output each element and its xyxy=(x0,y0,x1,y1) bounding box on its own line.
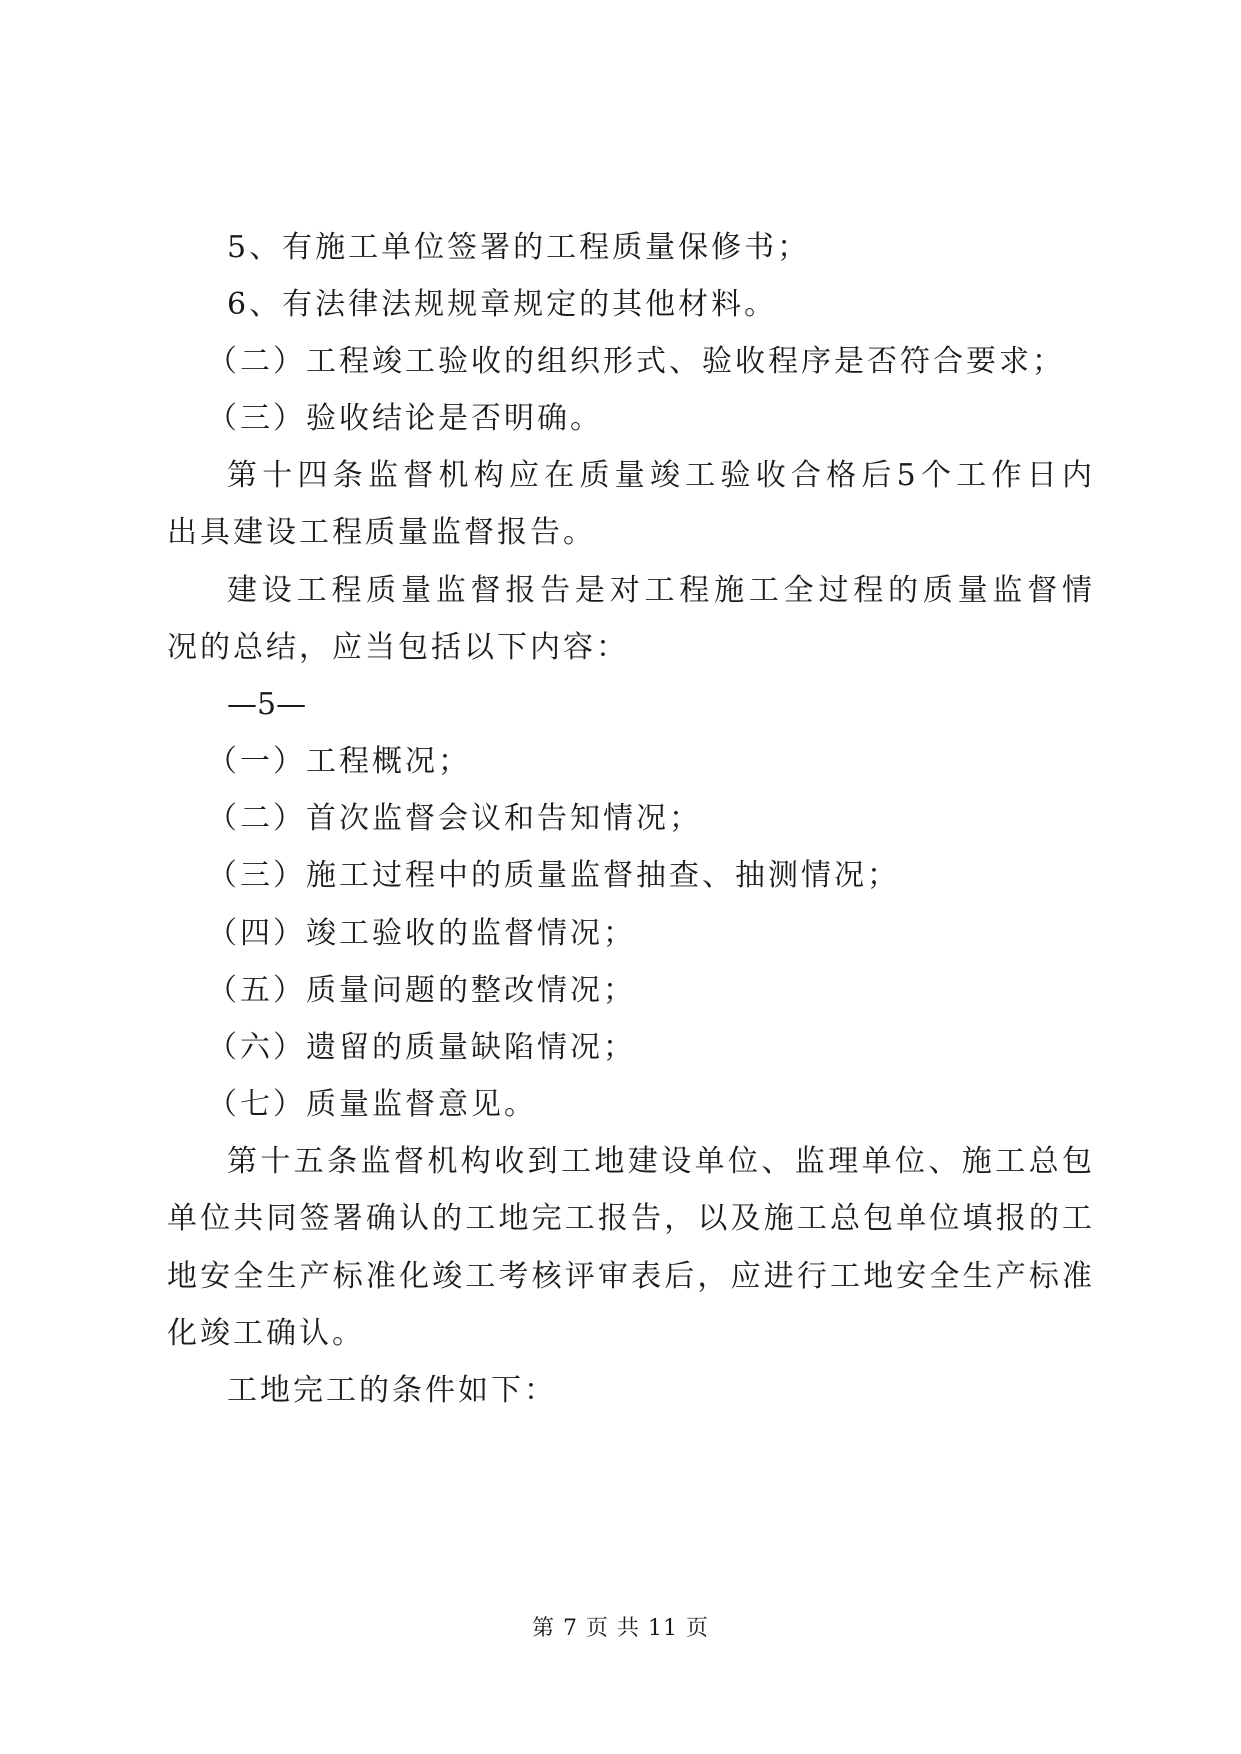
text-line: 5、有施工单位签署的工程质量保修书； xyxy=(227,230,811,265)
text-line: 出具建设工程质量监督报告。 xyxy=(167,515,596,550)
text-line: 化竣工确认。 xyxy=(167,1316,365,1351)
text-line: （六）遗留的质量缺陷情况； xyxy=(207,1030,636,1065)
text-line: 第十四条监督机构应在质量竣工验收合格后5个工作日内 xyxy=(227,458,1092,493)
text-line: 单位共同签署确认的工地完工报告，以及施工总包单位填报的工 xyxy=(167,1201,1092,1236)
text-line: 况的总结，应当包括以下内容： xyxy=(167,630,629,665)
text-line: 建设工程质量监督报告是对工程施工全过程的质量监督情 xyxy=(227,573,1092,608)
text-line: （二）工程竣工验收的组织形式、验收程序是否符合要求； xyxy=(207,344,1065,379)
text-line: （二）首次监督会议和告知情况； xyxy=(207,801,702,836)
text-line: 6、有法律法规规章规定的其他材料。 xyxy=(227,287,778,322)
text-line: （四）竣工验收的监督情况； xyxy=(207,916,636,951)
page-footer: 第 7 页 共 11 页 xyxy=(532,1616,709,1641)
text-line: （七）质量监督意见。 xyxy=(207,1087,537,1122)
text-line: 第十五条监督机构收到工地建设单位、监理单位、施工总包 xyxy=(227,1144,1092,1179)
text-line: （一）工程概况； xyxy=(207,744,471,779)
text-line: （五）质量问题的整改情况； xyxy=(207,973,636,1008)
text-line: （三）验收结论是否明确。 xyxy=(207,401,603,436)
text-line: 地安全生产标准化竣工考核评审表后，应进行工地安全生产标准 xyxy=(167,1259,1092,1294)
text-line: （三）施工过程中的质量监督抽查、抽测情况； xyxy=(207,858,900,893)
text-line: 工地完工的条件如下： xyxy=(227,1373,557,1408)
page-number-marker: —5— xyxy=(227,687,307,722)
